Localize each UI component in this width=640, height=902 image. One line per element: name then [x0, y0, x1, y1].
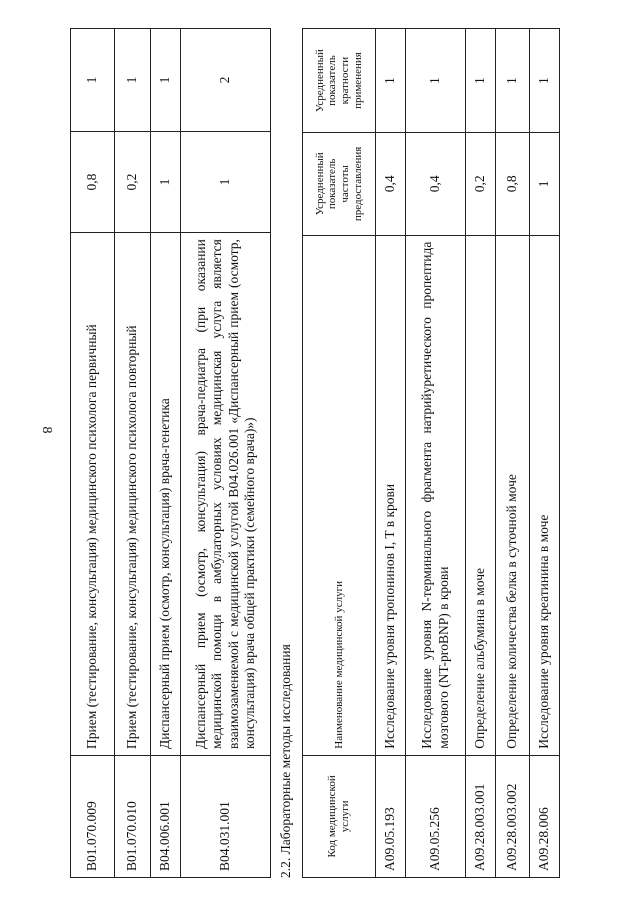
- service-name: Диспансерный прием (осмотр, консультация) врача-генетика: [151, 233, 181, 756]
- service-name: Определение количества белка в суточной моче: [496, 235, 530, 755]
- header-multiplicity: Усредненный показатель кратности применения: [303, 29, 376, 133]
- table-row: [466, 29, 496, 878]
- header-code: Код медицинской услуги: [303, 755, 376, 877]
- multiplicity-value: 1: [406, 29, 466, 133]
- frequency-value: 0,2: [115, 131, 151, 232]
- service-code: В01.070.009: [71, 756, 115, 878]
- section-title: 2.2. Лабораторные методы исследования: [278, 644, 293, 878]
- multiplicity-value: 1: [151, 29, 181, 132]
- service-code: А09.28.003.002: [496, 755, 530, 877]
- service-name: Исследование уровня креатинина в моче: [530, 235, 560, 755]
- laboratory-methods-table: [302, 28, 560, 878]
- multiplicity-value: 1: [376, 29, 406, 133]
- consultations-table: [70, 28, 271, 878]
- service-code: А09.05.256: [406, 755, 466, 877]
- frequency-value: 0,4: [376, 133, 406, 236]
- page-number: 8: [39, 426, 54, 434]
- table-row: [115, 29, 151, 878]
- frequency-value: 1: [530, 133, 560, 236]
- table-row: [71, 29, 115, 878]
- service-name: Исследование уровня N-терминального фрагмента натрийуретического пропептида мозгового (NT-proBNP) в крови: [406, 235, 466, 755]
- multiplicity-value: 1: [466, 29, 496, 133]
- table-row: [181, 29, 271, 878]
- frequency-value: 0,2: [466, 133, 496, 236]
- service-code: В04.031.001: [181, 756, 271, 878]
- service-name: Прием (тестирование, консультация) медицинского психолога первичный: [71, 233, 115, 756]
- service-code: А09.05.193: [376, 755, 406, 877]
- table-row: [376, 29, 406, 878]
- header-name: Наименование медицинской услуги: [303, 235, 376, 755]
- service-code: В04.006.001: [151, 756, 181, 878]
- frequency-value: 0,4: [406, 133, 466, 236]
- multiplicity-value: 1: [115, 29, 151, 132]
- service-name: Определение альбумина в моче: [466, 235, 496, 755]
- multiplicity-value: 2: [181, 29, 271, 132]
- service-name: Исследование уровня тропонинов I, T в крови: [376, 235, 406, 755]
- table-row: [530, 29, 560, 878]
- table-row: [406, 29, 466, 878]
- frequency-value: 0,8: [71, 131, 115, 232]
- service-name: Прием (тестирование, консультация) медицинского психолога повторный: [115, 233, 151, 756]
- service-name: Диспансерный прием (осмотр, консультация) врача-педиатра (при оказании медицинской помощи в амбулаторных условиях медицинская услуга является взаимозаменяемой с медицинской услугой В04.026.001 «Диспансерный прием (осмотр, консультация) врача общей практики (семейного врача)»): [181, 233, 271, 756]
- multiplicity-value: 1: [496, 29, 530, 133]
- service-code: А09.28.006: [530, 755, 560, 877]
- frequency-value: 0,8: [496, 133, 530, 236]
- table-row: [496, 29, 530, 878]
- header-frequency: Усредненный показатель частоты предоставления: [303, 133, 376, 236]
- multiplicity-value: 1: [71, 29, 115, 132]
- frequency-value: 1: [151, 131, 181, 232]
- rotated-page: [70, 18, 610, 878]
- frequency-value: 1: [181, 131, 271, 232]
- table-row: [151, 29, 181, 878]
- table-header-row: [303, 29, 376, 878]
- service-code: А09.28.003.001: [466, 755, 496, 877]
- multiplicity-value: 1: [530, 29, 560, 133]
- service-code: В01.070.010: [115, 756, 151, 878]
